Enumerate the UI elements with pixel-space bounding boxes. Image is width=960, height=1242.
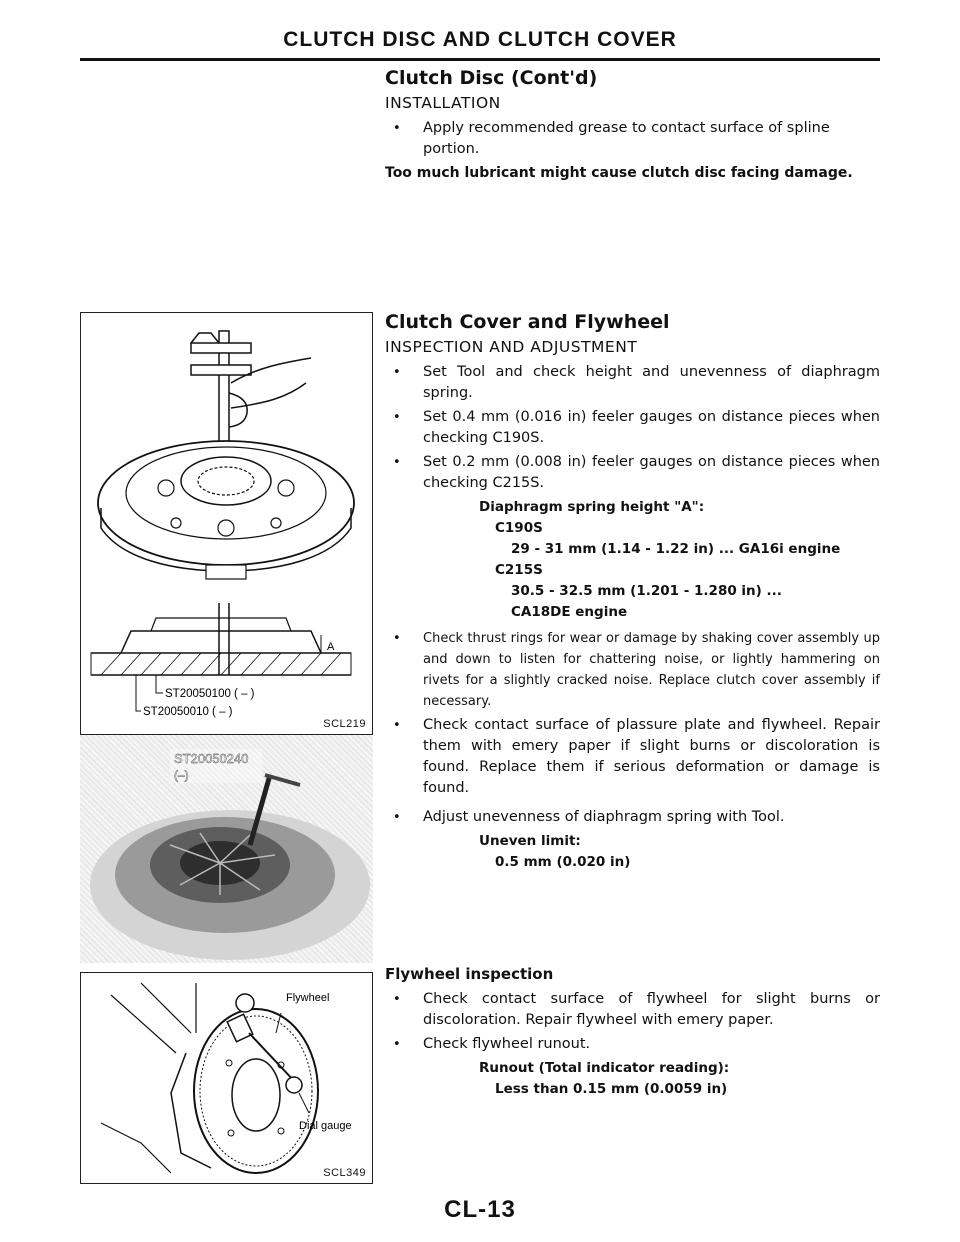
photo-diaphragm-adjust: [80, 735, 373, 963]
bullet-flywheel-surface: • Check contact surface of flywheel for slight burns or discoloration. Repair flywheel with emery paper.: [385, 989, 880, 1031]
lubricant-warning: Too much lubricant might cause clutch disc facing damage.: [385, 165, 853, 181]
bullet-text: Apply recommended grease to contact surface of spline: [423, 120, 830, 136]
label-dial-gauge: Dial gauge: [299, 1120, 352, 1132]
bullet-adjust-unevenness: • Adjust unevenness of diaphragm spring with Tool.: [385, 807, 880, 828]
spec-c215s-value: 30.5 - 32.5 mm (1.201 - 1.280 in) ...: [511, 583, 782, 599]
photo-tool-label-sub: (–): [174, 768, 189, 782]
bullet-text-cont: portion.: [423, 141, 480, 157]
subtitle-flywheel-inspection: Flywheel inspection: [385, 965, 554, 983]
photo-illustration: [80, 735, 373, 963]
bullet-feeler-c215s: • Set 0.2 mm (0.008 in) feeler gauges on distance pieces when checking C215S.: [385, 452, 880, 494]
spec-uneven-value: 0.5 mm (0.020 in): [495, 854, 631, 870]
clutch-disc-section: [385, 66, 880, 186]
bullet-set-tool: • Set Tool and check height and unevenness of diaphragm spring.: [385, 362, 880, 404]
spec-c215s-engine: CA18DE engine: [511, 604, 628, 620]
page-number: CL-13: [444, 1196, 516, 1223]
bullet-apply-grease: [385, 118, 880, 160]
subtitle-inspection: INSPECTION AND ADJUSTMENT: [385, 338, 638, 356]
bullet-feeler-c190s: • Set 0.4 mm (0.016 in) feeler gauges on distance pieces when checking C190S.: [385, 407, 880, 449]
dimension-label-a: A: [327, 641, 335, 653]
header-rule: [80, 58, 880, 61]
photo-tool-label: ST20050240: [174, 751, 249, 766]
flywheel-illustration: [81, 973, 371, 1181]
figure-code-scl349: SCL349: [323, 1167, 366, 1179]
spec-diaphragm-title: Diaphragm spring height "A":: [479, 499, 705, 515]
caliper-illustration: [81, 313, 371, 733]
tool-label-st20050100: ST20050100 ( – ): [165, 688, 255, 700]
figure-diaphragm-height: [80, 312, 373, 735]
bullet-contact-surface: • Check contact surface of plassure plate and flywheel. Repair them with emery paper if slight burns or discoloration is found. Replace them if serious deformation or damage is found.: [385, 715, 880, 799]
figure-code-scl219: SCL219: [323, 718, 366, 730]
bullet-flywheel-runout: • Check flywheel runout.: [385, 1034, 880, 1055]
section-title-clutch-disc: Clutch Disc (Cont'd): [385, 67, 598, 89]
subtitle-installation: INSTALLATION: [385, 94, 501, 112]
spec-runout-value: Less than 0.15 mm (0.0059 in): [495, 1081, 728, 1097]
spec-runout-title: Runout (Total indicator reading):: [479, 1060, 730, 1076]
figure-flywheel-runout: [80, 972, 373, 1184]
section-title-clutch-cover: Clutch Cover and Flywheel: [385, 311, 670, 333]
clutch-cover-section: [385, 310, 880, 873]
bullet-thrust-rings: • Check thrust rings for wear or damage by shaking cover assembly up and down to listen for chattering noise, or lightly hammering on rivets for a slightly cracked noise. Replace clutch cover assembly if necessary.: [385, 628, 880, 712]
spec-uneven-title: Uneven limit:: [479, 833, 581, 849]
flywheel-section: [385, 964, 880, 1100]
tool-label-st20050010: ST20050010 ( – ): [143, 706, 233, 718]
spec-c190s: C190S: [495, 520, 543, 536]
spec-c190s-value: 29 - 31 mm (1.14 - 1.22 in) ... GA16i engine: [511, 541, 841, 557]
page-header: CLUTCH DISC AND CLUTCH COVER: [283, 28, 677, 51]
spec-c215s: C215S: [495, 562, 543, 578]
label-flywheel: Flywheel: [286, 992, 330, 1004]
